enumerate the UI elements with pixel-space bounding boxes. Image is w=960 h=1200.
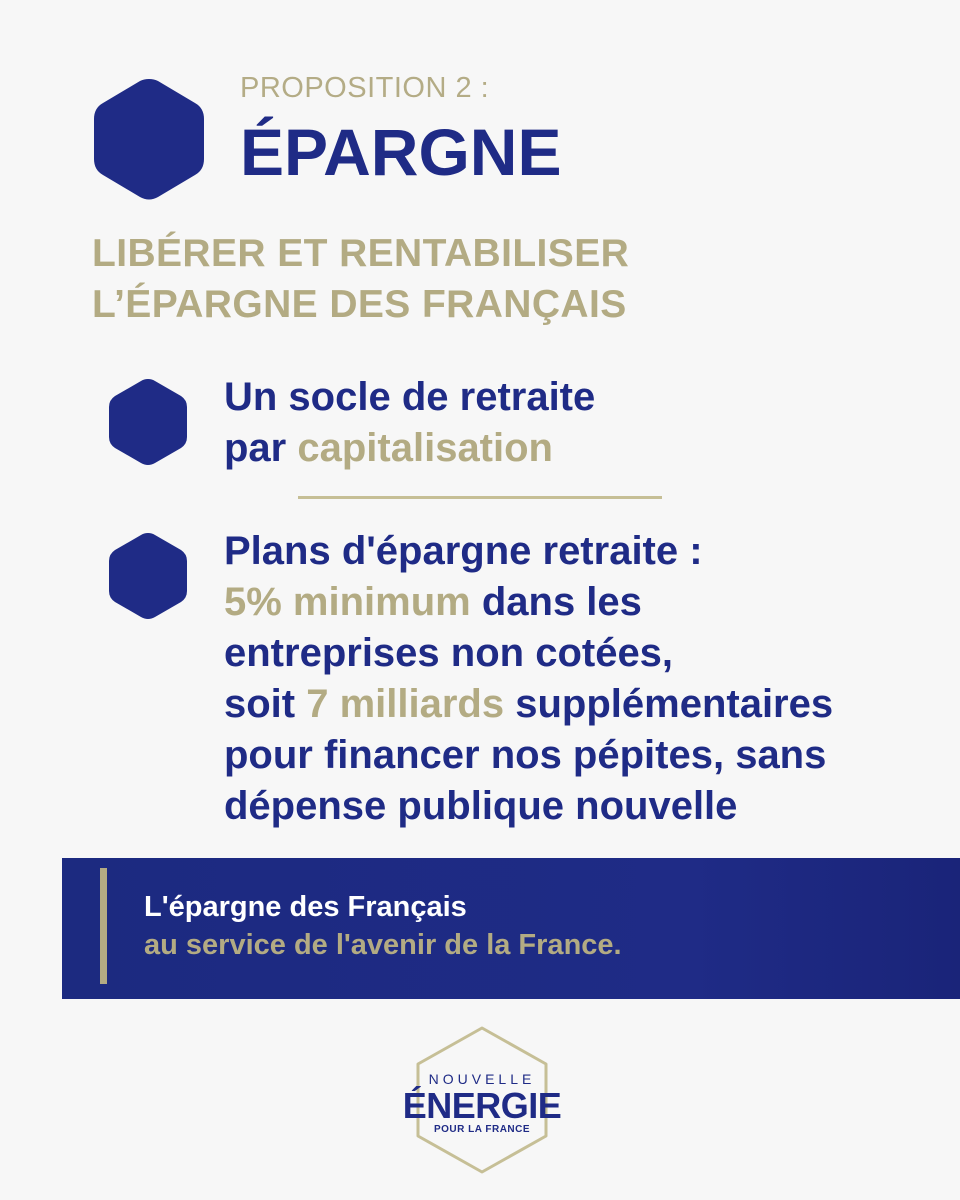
logo-text-bottom: POUR LA FRANCE: [433, 1124, 531, 1135]
banner-accent-bar: [100, 868, 107, 984]
banner-text: [144, 888, 622, 964]
banner-line-1: L'épargne des Français: [144, 891, 467, 923]
bullet-2-line-4: [224, 679, 833, 730]
page-title: ÉPARGNE: [240, 115, 562, 189]
logo-text-main: ÉNERGIE: [402, 1085, 562, 1126]
bullet-2-highlight-percent: 5% minimum: [224, 580, 471, 624]
bullet-2-line-1: Plans d'épargne retraite :: [224, 529, 703, 573]
divider: [298, 496, 662, 499]
bullet-plans-epargne: [224, 526, 833, 832]
proposition-kicker: PROPOSITION 2 :: [240, 72, 490, 104]
subtitle: [92, 228, 629, 330]
bullet-2-line-2-post: dans les: [470, 580, 642, 624]
subtitle-line-1: LIBÉRER ET RENTABILISER: [92, 232, 630, 275]
bullet-2-line-4-post: supplémentaires: [504, 682, 834, 726]
bullet-1-line-2-pre: par: [224, 426, 298, 470]
banner-line-2: au service de l'avenir de la France.: [144, 929, 622, 961]
logo-text-top: NOUVELLE: [428, 1071, 536, 1087]
subtitle-line-2: L’ÉPARGNE DES FRANÇAIS: [92, 283, 627, 326]
header-hexagon-icon: [90, 75, 208, 203]
bullet-1-line-2: [224, 423, 595, 474]
bullet-2-line-4-pre: soit: [224, 682, 307, 726]
bullet-retraite-socle: [224, 372, 595, 474]
bullet-1-line-1: Un socle de retraite: [224, 375, 596, 419]
hexagon-bullet-icon: [106, 530, 190, 622]
bullet-2-highlight-amount: 7 milliards: [306, 682, 505, 726]
bullet-2-line-5: pour financer nos pépites, sans: [224, 733, 827, 777]
bullet-2-line-3: entreprises non cotées,: [224, 631, 674, 675]
hexagon-bullet-icon: [106, 376, 190, 468]
bullet-1-highlight: capitalisation: [297, 426, 553, 470]
bullet-2-line-6: dépense publique nouvelle: [224, 784, 738, 828]
bullet-2-line-2: [224, 577, 833, 628]
